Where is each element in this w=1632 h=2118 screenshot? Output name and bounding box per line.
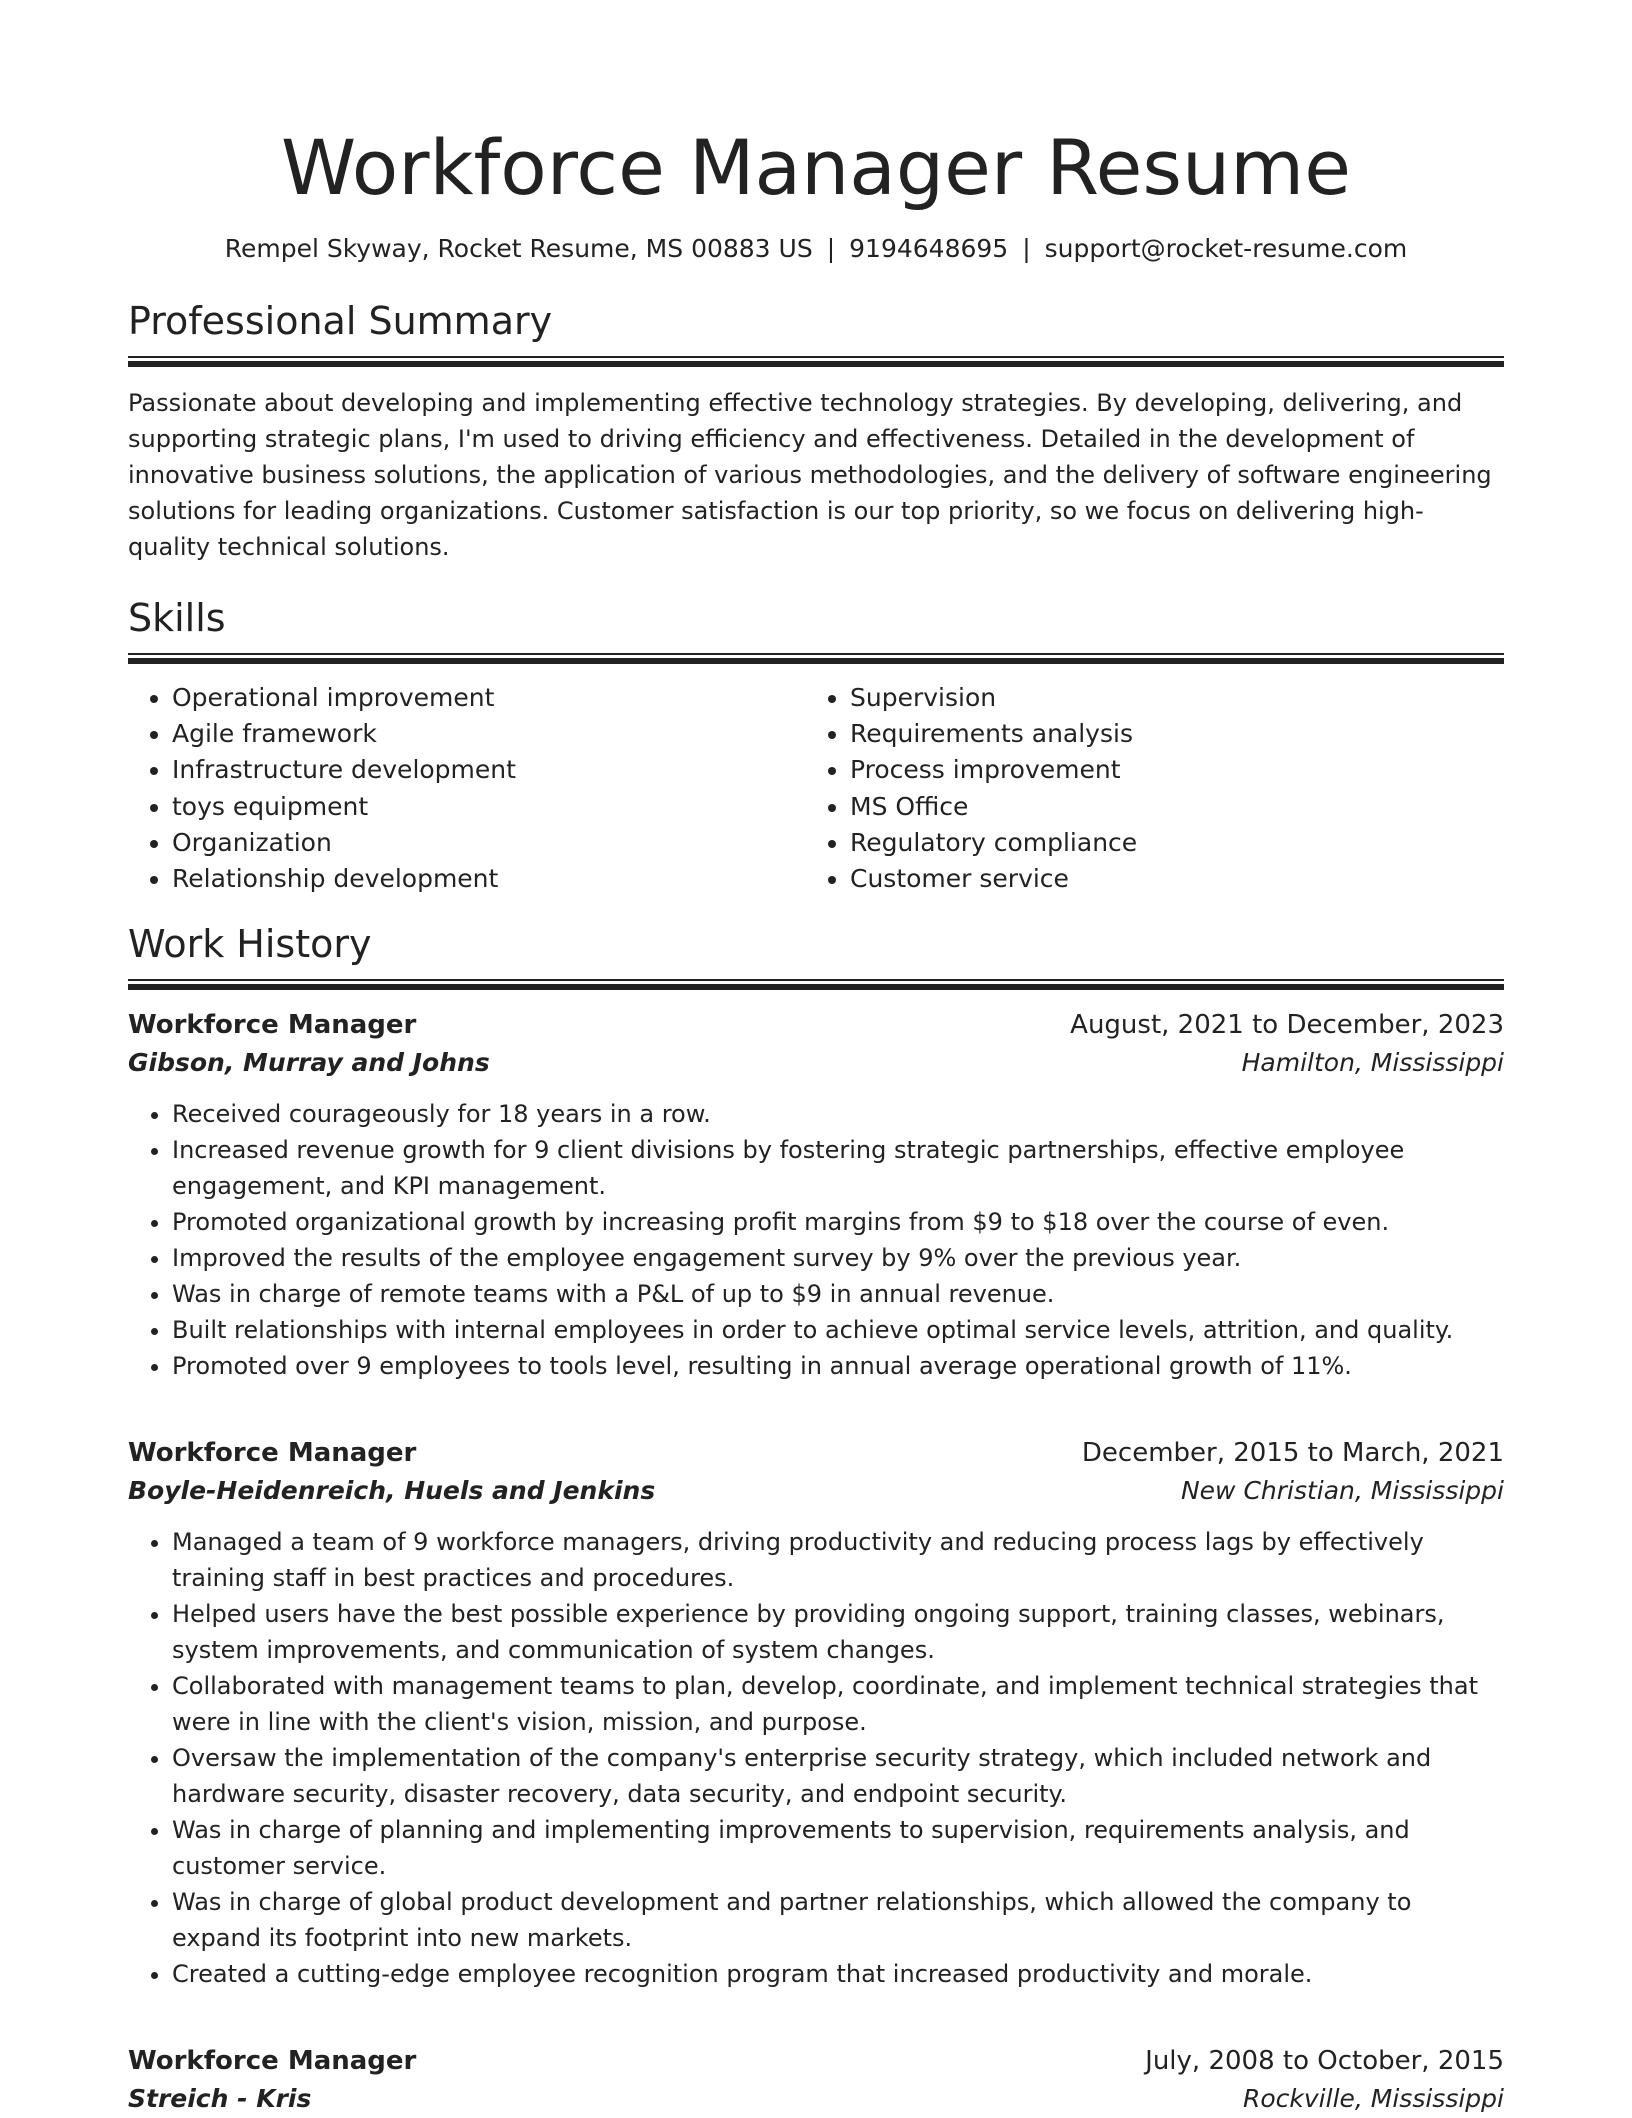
resume-page — [128, 0, 1504, 2118]
job-company: Streich - Kris — [128, 2084, 312, 2114]
contact-line — [128, 232, 1504, 266]
job-bullet: • Oversaw the implementation of the company's enterprise security strategy, which included network and hardware security, disaster recovery, data security, and endpoint security. — [172, 1740, 1504, 1812]
job-bullet: • Managed a team of 9 workforce managers, driving productivity and reducing process lags by effectively training staff in best practices and procedures. — [172, 1524, 1504, 1596]
skills-section — [128, 595, 1504, 897]
job-bullet: • Received courageously for 18 years in a row. — [172, 1096, 1504, 1132]
job-bullet: • Collaborated with management teams to plan, develop, coordinate, and implement technical strategies that were in line with the client's vision, mission, and purpose. — [172, 1668, 1504, 1740]
skill-item: • Infrastructure development — [172, 752, 806, 788]
section-heading-work-history: Work History — [128, 922, 372, 967]
skills-list-left — [128, 680, 806, 897]
job-bullet: • Improved the results of the employee engagement survey by 9% over the previous year. — [172, 1240, 1504, 1276]
resume-title: Workforce Manager Resume — [281, 123, 1351, 212]
job-company-row — [128, 2080, 1504, 2118]
job-entry — [128, 2042, 1504, 2118]
skill-item: • Regulatory compliance — [850, 825, 1484, 861]
skill-item: • Process improvement — [850, 752, 1484, 788]
job-bullets — [128, 1524, 1504, 1992]
skills-columns — [128, 680, 1504, 897]
skill-item: • Customer service — [850, 861, 1484, 897]
job-bullet: • Promoted over 9 employees to tools level, resulting in annual average operational growth of 11%. — [172, 1348, 1504, 1384]
job-header-row — [128, 1434, 1504, 1472]
skill-item: • Operational improvement — [172, 680, 806, 716]
job-entry — [128, 1434, 1504, 1992]
skill-item: • toys equipment — [172, 789, 806, 825]
section-heading-skills: Skills — [128, 596, 226, 640]
job-title: Workforce Manager — [128, 2046, 417, 2077]
job-title: Workforce Manager — [128, 1010, 417, 1041]
job-dates: July, 2008 to October, 2015 — [1145, 2046, 1504, 2077]
job-bullets — [128, 1096, 1504, 1384]
skill-item: • Relationship development — [172, 861, 806, 897]
skill-item: • MS Office — [850, 789, 1484, 825]
job-bullet: • Built relationships with internal employees in order to achieve optimal service levels, attrition, and quality. — [172, 1312, 1504, 1348]
contact-address: Rempel Skyway, Rocket Resume, MS 00883 US — [224, 234, 813, 263]
job-bullet: • Created a cutting-edge employee recognition program that increased productivity and morale. — [172, 1956, 1504, 1992]
job-company-row — [128, 1472, 1504, 1510]
job-header-row — [128, 2042, 1504, 2080]
skill-item: • Supervision — [850, 680, 1484, 716]
section-divider — [128, 979, 1504, 990]
job-dates: August, 2021 to December, 2023 — [1070, 1010, 1504, 1041]
job-dates: December, 2015 to March, 2021 — [1081, 1438, 1504, 1469]
skill-item: • Requirements analysis — [850, 716, 1484, 752]
job-bullet: • Was in charge of global product development and partner relationships, which allowed the company to expand its footprint into new markets. — [172, 1884, 1504, 1956]
job-header-row — [128, 1006, 1504, 1044]
work-history-section — [128, 921, 1504, 2118]
summary-text: Passionate about developing and implementing effective technology strategies. By developing, delivering, and supporting strategic plans, I'm used to driving efficiency and effectiveness. Detailed in the development of innovative business solutions, the application of various methodologies, and the delivery of software engineering solutions for leading organizations. Customer satisfaction is our top priority, so we focus on delivering high-quality technical solutions. — [128, 389, 1492, 561]
section-divider — [128, 653, 1504, 664]
job-bullet: • Increased revenue growth for 9 client divisions by fostering strategic partnerships, effective employee engagement, and KPI management. — [172, 1132, 1504, 1204]
contact-separator: | — [1022, 234, 1031, 263]
job-company-row — [128, 1044, 1504, 1082]
section-heading-summary: Professional Summary — [128, 299, 553, 343]
skill-item: • Organization — [172, 825, 806, 861]
job-location: Hamilton, Mississippi — [1241, 1048, 1504, 1078]
job-bullet: • Was in charge of remote teams with a P&L of up to $9 in annual revenue. — [172, 1276, 1504, 1312]
job-title: Workforce Manager — [128, 1438, 417, 1469]
contact-email: support@rocket-resume.com — [1044, 234, 1408, 263]
job-entry — [128, 1006, 1504, 1384]
job-bullet: • Helped users have the best possible experience by providing ongoing support, training classes, webinars, system improvements, and communication of system changes. — [172, 1596, 1504, 1668]
contact-phone: 9194648695 — [849, 234, 1009, 263]
job-company: Gibson, Murray and Johns — [128, 1048, 490, 1078]
contact-separator: | — [826, 234, 836, 263]
job-bullet: • Was in charge of planning and implementing improvements to supervision, requirements analysis, and customer service. — [172, 1812, 1504, 1884]
skills-list-right — [806, 680, 1484, 897]
job-bullet: • Promoted organizational growth by increasing profit margins from $9 to $18 over the course of even. — [172, 1204, 1504, 1240]
job-location: Rockville, Mississippi — [1243, 2084, 1504, 2114]
skill-item: • Agile framework — [172, 716, 806, 752]
section-divider — [128, 356, 1504, 367]
job-company: Boyle-Heidenreich, Huels and Jenkins — [128, 1476, 656, 1506]
job-location: New Christian, Mississippi — [1180, 1476, 1504, 1506]
professional-summary-section — [128, 298, 1504, 565]
